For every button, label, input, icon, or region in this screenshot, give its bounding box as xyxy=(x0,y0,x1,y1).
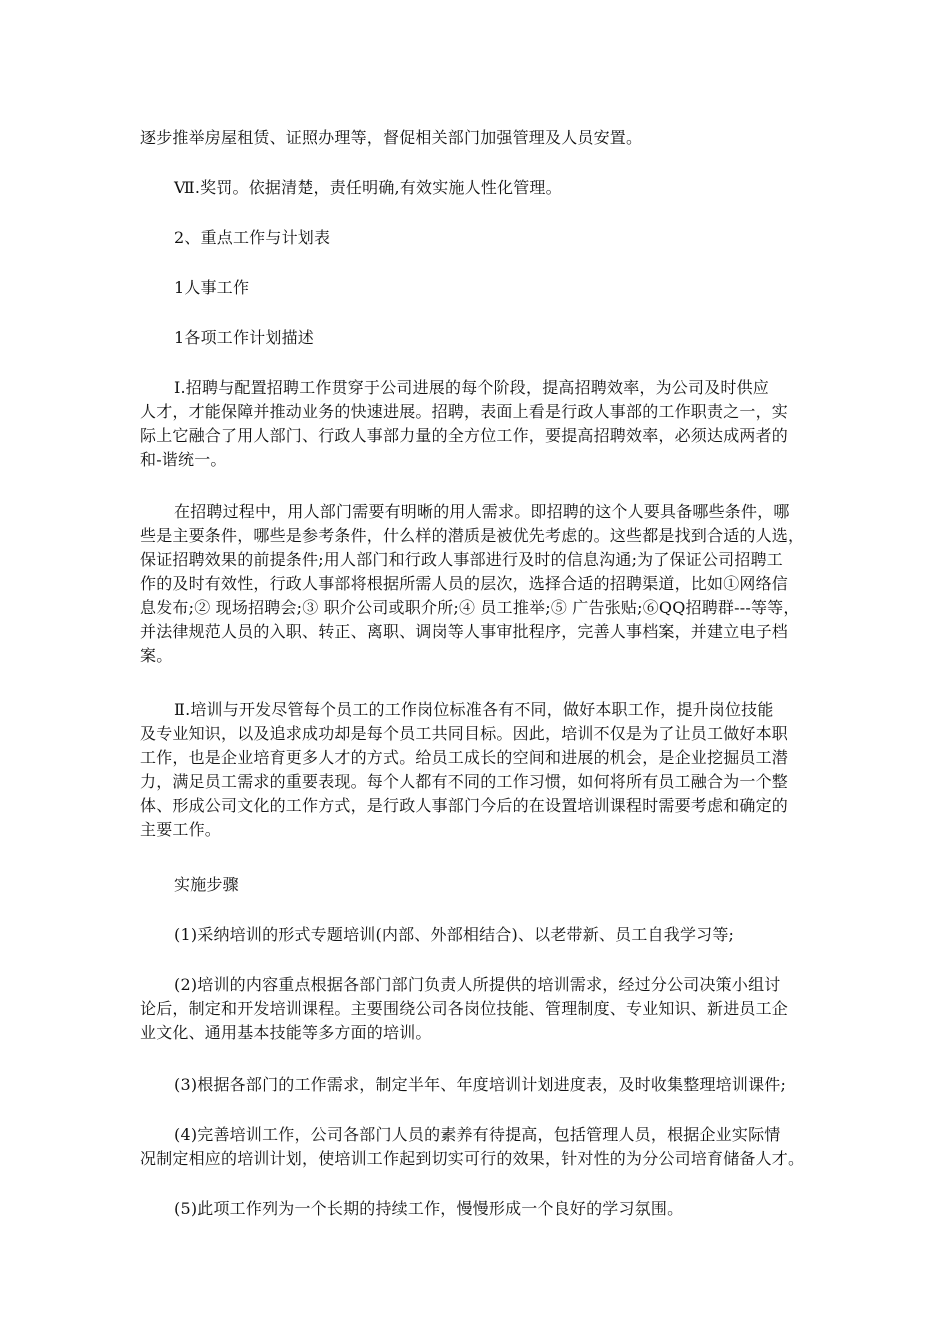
step-3 xyxy=(174,1073,820,1097)
text-line: 况制定相应的培训计划，使培训工作起到切实可行的效果，针对性的为分公司培育储备人才。 xyxy=(140,1149,805,1168)
text-line: 论后，制定和开发培训课程。主要围绕公司各岗位技能、管理制度、专业知识、新进员工企 xyxy=(140,999,789,1018)
paragraph-recruitment xyxy=(140,376,820,472)
text-line: Ⅰ.招聘与配置招聘工作贯穿于公司进展的每个阶段，提高招聘效率，为公司及时供应 xyxy=(174,378,770,397)
section-heading-key-work xyxy=(174,226,820,250)
text-line: (5)此项工作列为一个长期的持续工作，慢慢形成一个良好的学习氛围。 xyxy=(174,1199,684,1218)
text-line: 人才，才能保障并推动业务的快速进展。招聘，表面上看是行政人事部的工作职责之一，实 xyxy=(140,402,789,421)
text-line: 业文化、通用基本技能等多方面的培训。 xyxy=(140,1023,432,1042)
text-line: (2)培训的内容重点根据各部门部门负责人所提供的培训需求，经过分公司决策小组讨 xyxy=(174,975,781,994)
text-line: 逐步推举房屋租赁、证照办理等，督促相关部门加强管理及人员安置。 xyxy=(140,128,643,147)
step-5 xyxy=(174,1197,820,1221)
text-line: 实施步骤 xyxy=(174,875,239,894)
text-line: 保证招聘效果的前提条件;用人部门和行政人事部进行及时的信息沟通;为了保证公司招聘工 xyxy=(140,550,783,569)
text-line: (3)根据各部门的工作需求，制定半年、年度培训计划进度表，及时收集整理培训课件; xyxy=(174,1075,787,1094)
paragraph-training xyxy=(140,698,820,842)
text-line: 案。 xyxy=(140,646,173,665)
section-heading-plan-description xyxy=(174,326,820,350)
step-2 xyxy=(140,973,820,1045)
text-line: (4)完善培训工作，公司各部门人员的素养有待提高，包括管理人员，根据企业实际情 xyxy=(174,1125,781,1144)
step-1 xyxy=(174,923,820,947)
section-heading-personnel xyxy=(174,276,820,300)
text-line: 些是主要条件，哪些是参考条件，什么样的潜质是被优先考虑的。这些都是找到合适的人选， xyxy=(140,526,805,545)
text-line: 工作，也是企业培育更多人才的方式。给员工成长的空间和进展的机会，是企业挖掘员工潜 xyxy=(140,748,789,767)
text-line: (1)采纳培训的形式专题培训(内部、外部相结合)、以老带新、员工自我学习等; xyxy=(174,925,735,944)
text-line: Ⅱ.培训与开发尽管每个员工的工作岗位标准各有不同，做好本职工作，提升岗位技能 xyxy=(174,700,774,719)
paragraph-rewards xyxy=(174,176,820,200)
section-heading-steps xyxy=(174,873,820,897)
text-line: 及专业知识，以及追求成功却是每个员工共同目标。因此，培训不仅是为了让员工做好本职 xyxy=(140,724,789,743)
text-line: 2、重点工作与计划表 xyxy=(174,228,331,247)
text-line: 1人事工作 xyxy=(174,278,250,297)
text-line: 和-谐统一。 xyxy=(140,450,227,469)
text-line: 主要工作。 xyxy=(140,820,222,839)
text-line: 际上它融合了用人部门、行政人事部力量的全方位工作，要提高招聘效率，必须达成两者的 xyxy=(140,426,789,445)
text-line: 力，满足员工需求的重要表现。每个人都有不同的工作习惯，如何将所有员工融合为一个整 xyxy=(140,772,789,791)
step-4 xyxy=(140,1123,820,1171)
text-line: Ⅶ.奖罚。依据清楚，责任明确,有效实施人性化管理。 xyxy=(174,178,562,197)
text-line: 1各项工作计划描述 xyxy=(174,328,314,347)
text-line: 体、形成公司文化的工作方式，是行政人事部门今后的在设置培训课程时需要考虑和确定的 xyxy=(140,796,789,815)
paragraph-recruitment-process xyxy=(140,500,820,668)
text-line: 并法律规范人员的入职、转正、离职、调岗等人事审批程序，完善人事档案，并建立电子档 xyxy=(140,622,789,641)
text-line: 作的及时有效性，行政人事部将根据所需人员的层次，选择合适的招聘渠道，比如①网络信 xyxy=(140,574,789,593)
paragraph-continuation xyxy=(140,126,820,150)
text-line: 息发布;② 现场招聘会;③ 职介公司或职介所;④ 员工推举;⑤ 广告张贴;⑥QQ招聘群---等等， xyxy=(140,598,800,617)
text-line: 在招聘过程中，用人部门需要有明晰的用人需求。即招聘的这个人要具备哪些条件，哪 xyxy=(174,502,790,521)
